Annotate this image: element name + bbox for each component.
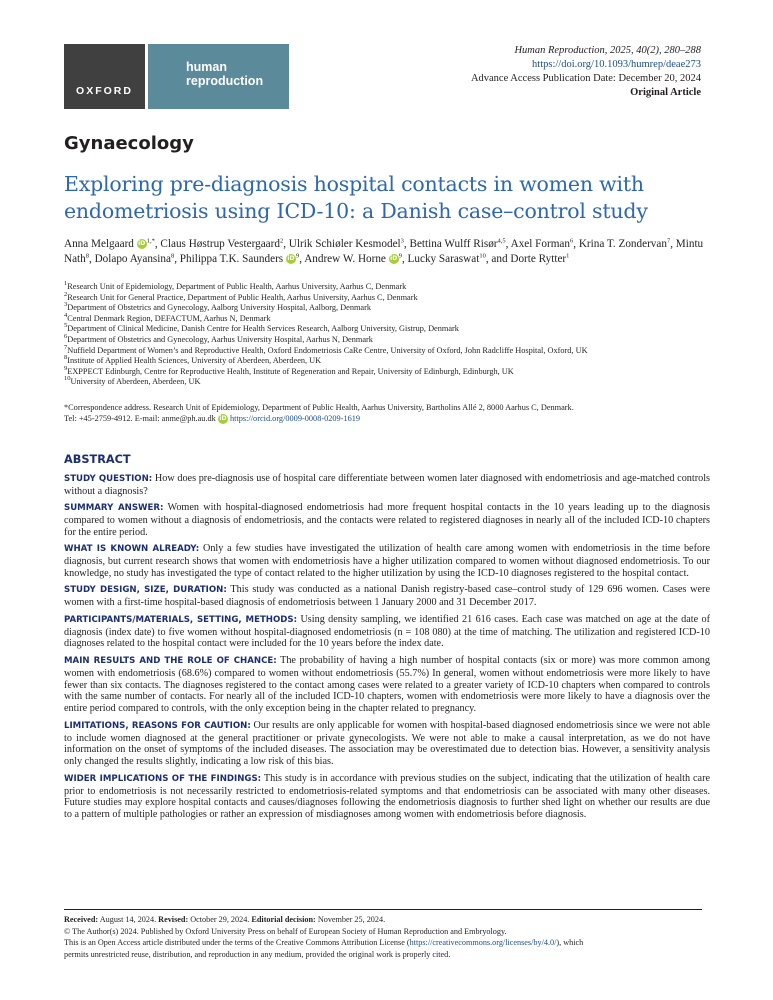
- affiliation-number: 1: [64, 280, 68, 288]
- abstract-section-text: This study was conducted as a national Danish registry-based case–control study of 129 696 women. Cases were women with a first-time hospital-based diagnosis of endometriosis between 1 January 2000 and 31 December 2017.: [64, 584, 710, 609]
- journal-citation: Human Reproduction, 2025, 40(2), 280–288: [514, 45, 701, 56]
- copyright-notice: © The Author(s) 2024. Published by Oxford University Press on behalf of European Society of Human Reproduction and Embryology.: [64, 926, 507, 936]
- abstract-section-text: Using density sampling, we identified 21 616 cases. Each case was matched on age at the date of diagnosis (index date) to five women without hospital-diagnosed endometriosis (n = 108 080) at the time of matching. The utilization and registered ICD-10 diagnoses related to the hospital contact were included for the 10 years before the index date.: [64, 613, 710, 650]
- correspondence-contact: [64, 413, 714, 424]
- correspondence-tel-email: Tel: +45-2759-4912. E-mail: anme@ph.au.dk: [64, 414, 216, 424]
- abstract-section-text: How does pre-diagnosis use of hospital care differentiate between women later diagnosed with endometriosis and age-matched controls without a diagnosis?: [64, 473, 710, 497]
- affiliation-text: Central Denmark Region, DEFACTUM, Aarhus N, Denmark: [67, 313, 271, 323]
- revised-date: October 29, 2024.: [190, 915, 250, 924]
- abstract-section-label: WIDER IMPLICATIONS OF THE FINDINGS:: [64, 773, 262, 784]
- affiliation: [64, 290, 714, 304]
- affiliation: [64, 335, 714, 346]
- abstract-section: [64, 773, 710, 822]
- author: [64, 238, 155, 250]
- affiliation-number: 3: [64, 301, 68, 309]
- author-affiliation-ref: 8: [170, 251, 175, 259]
- author: [510, 253, 569, 265]
- oxford-logo-text: OXFORD: [76, 85, 133, 97]
- abstract-section: [64, 502, 710, 539]
- author-affiliation-ref: 1: [566, 251, 570, 259]
- author-affiliation-ref: 3: [400, 237, 404, 245]
- author-affiliation-ref: 6: [569, 237, 574, 245]
- affiliation: [64, 343, 714, 357]
- affiliation-text: EXPPECT Edinburgh, Centre for Reproductive Health, Institute of Regeneration and Repair, University of Edinburgh, Edinburgh, UK: [67, 366, 514, 376]
- affiliation-list: [64, 282, 714, 388]
- author-affiliation-ref: 7: [666, 237, 671, 245]
- abstract-section: [64, 720, 710, 769]
- author-affiliation-ref: 9: [398, 251, 402, 259]
- abstract-section-label: MAIN RESULTS AND THE ROLE OF CHANCE:: [64, 655, 277, 666]
- affiliation-text: University of Aberdeen, Aberdeen, UK: [70, 377, 201, 387]
- orcid-icon[interactable]: iD: [287, 255, 295, 263]
- affiliation: [64, 364, 714, 378]
- author: [511, 238, 574, 250]
- author-name: Philippa T.K. Saunders: [179, 252, 284, 265]
- doi-link[interactable]: https://doi.org/10.1093/humrep/deae273: [532, 59, 701, 70]
- abstract-section: [64, 614, 710, 651]
- affiliation-number: 5: [64, 322, 68, 330]
- affiliation-number: 7: [64, 343, 68, 351]
- abstract-section: [64, 543, 710, 580]
- author-name: Dolapo Ayansina: [94, 252, 171, 265]
- author-name: Andrew W. Horne: [304, 252, 386, 265]
- author-name: Axel Forman: [510, 238, 570, 250]
- affiliation-number: 9: [64, 364, 68, 372]
- abstract-section-label: STUDY DESIGN, SIZE, DURATION:: [64, 585, 227, 596]
- abstract-section-label: PARTICIPANTS/MATERIALS, SETTING, METHODS:: [64, 614, 298, 625]
- orcid-icon[interactable]: iD: [390, 255, 398, 263]
- abstract-section-text: This study is in accordance with previous studies on the subject, indicating that the utilization of health care prior to endometriosis is not necessarily restricted to endometriosis-related symptoms and that endometriosis can be associated with many other diseases. Future studies may explore hospital contacts and causes/diagnoses following the endometriosis diagnosis to further shed light on whether our results are due to a pattern of multiple pathologies or rather an expression of misdiagnoses among women with endometriosis before diagnosis.: [64, 772, 710, 821]
- journal-logo: [148, 44, 289, 109]
- author: [410, 238, 506, 250]
- author: [289, 238, 404, 250]
- article-type: Original Article: [630, 87, 701, 98]
- license-link[interactable]: https://creativecommons.org/licenses/by/4.0/: [409, 938, 557, 947]
- decision-date: November 25, 2024.: [317, 915, 386, 924]
- abstract-heading: ABSTRACT: [64, 453, 131, 466]
- abstract-section-text: Our results are only applicable for women with hospital-based diagnosed endometriosis since we were not able to include women diagnosed at the general practitioner or private gynecologists. We were not able to make a causal interpretation, as we do not have information on the onset of symptoms of the included diseases. The association may be overestimated due to detection bias. However, a sensitivity analysis only changed the results slightly, indicating a low risk of this bias.: [64, 719, 710, 768]
- affiliation-number: 2: [64, 290, 68, 298]
- abstract-section-label: LIMITATIONS, REASONS FOR CAUTION:: [64, 720, 251, 731]
- license-suffix: ), which: [556, 938, 584, 947]
- affiliation-text: Nuffield Department of Women’s and Reproductive Health, Oxford Endometriosis CaRe Centre, University of Oxford, John Radcliffe Hospital, Oxford, UK: [67, 345, 588, 355]
- journal-logo-line1: human: [186, 60, 227, 74]
- author: [180, 253, 299, 265]
- author-list: Anna Melgaard $iD^{1,*}$, Claus Høstrup Vestergaard$^2$, Ulrik Schiøler Kesmodel$^3$, Bettina Wulff Risør$^{4,5}$, Axel Forman$^6$, Krina T. Zondervan$^7$, Mintu Nath$^8$, Dolapo Ayansina$^8$, Philippa T.K. Saunders $iD^9$, Andrew W. Horne $iD^9$, Lucky Saraswat$^{10}$, and Dorte Rytter$^1$: [64, 237, 704, 265]
- affiliation-text: Department of Clinical Medicine, Danish Centre for Health Services Research, Aalborg University, Gistrup, Denmark: [67, 324, 459, 334]
- affiliation: [64, 314, 714, 325]
- affiliation: [64, 303, 714, 314]
- license-notice-line2: permits unrestricted reuse, distribution, and reproduction in any medium, provided the original work is properly cited.: [64, 949, 451, 959]
- affiliation: [64, 324, 714, 335]
- correspondence: [64, 402, 714, 424]
- received-label: Received:: [64, 915, 99, 924]
- article-header-meta: [401, 44, 701, 100]
- author-name: Anna Melgaard: [64, 238, 134, 250]
- author: [304, 253, 402, 265]
- abstract-section: [64, 655, 710, 716]
- affiliation-text: Research Unit of Epidemiology, Department of Public Health, Aarhus University, Aarhus C, Denmark: [67, 282, 407, 291]
- article-title: Exploring pre-diagnosis hospital contacts in women with endometriosis using ICD-10: a Danish case–control study: [64, 172, 648, 223]
- affiliation-number: 6: [64, 333, 68, 341]
- author-affiliation-ref: 1,*: [146, 237, 155, 245]
- affiliation-text: Institute of Applied Health Sciences, University of Aberdeen, Aberdeen, UK: [67, 356, 322, 366]
- journal-logo-line2: reproduction: [186, 74, 264, 88]
- author: [95, 253, 175, 265]
- affiliation: [64, 377, 714, 388]
- affiliation-text: Research Unit for General Practice, Department of Public Health, Aarhus University, Aarhus C, Denmark: [67, 292, 418, 302]
- author-name: Lucky Saraswat: [407, 252, 480, 265]
- author-affiliation-ref: 9: [295, 251, 300, 259]
- abstract-section-text: The probability of having a high number of hospital contacts (six or more) was more common among women with endometriosis (68.6%) compared to women without endometriosis (55.7%) In general, women without endometriosis were more likely to have fewer than six contacts. The diagnoses registered to the contact among cases were related to a greater variety of ICD-10 chapters when compared to controls with the same number of contacts. For nearly all of the included ICD-10 chapters, women with endometriosis were more likely to have a diagnosis over the entire period compared to controls, with the only exception being in the chapter related to pregnancy.: [64, 654, 710, 715]
- affiliation: [64, 282, 714, 293]
- author-name: Dorte Rytter: [510, 252, 567, 265]
- author: [160, 238, 283, 250]
- orcid-icon: iD: [219, 415, 227, 423]
- received-date: August 14, 2024.: [99, 915, 157, 924]
- oxford-logo: [64, 44, 145, 109]
- author-name: Ulrik Schiøler Kesmodel: [288, 238, 401, 250]
- affiliation-number: 4: [64, 312, 68, 320]
- revised-label: Revised:: [158, 915, 189, 924]
- author-name: Claus Høstrup Vestergaard: [160, 238, 280, 250]
- correspondence-address: *Correspondence address. Research Unit of Epidemiology, Department of Public Health, Aarhus University, Bartholins Allé 2, 8000 Aarhus C, Denmark.: [64, 403, 574, 412]
- author: [579, 238, 670, 250]
- author-name: Mintu Nath: [64, 238, 704, 265]
- author-affiliation-ref: 4,5: [497, 237, 506, 245]
- author-affiliation-ref: 2: [279, 237, 284, 245]
- author: [408, 253, 486, 265]
- abstract-section-label: WHAT IS KNOWN ALREADY:: [64, 544, 200, 555]
- abstract-section-label: STUDY QUESTION:: [64, 474, 153, 484]
- abstract-section-text: Only a few studies have investigated the utilization of health care among women with endometriosis in the time before diagnosis, but current research shows that women with endometriosis have a higher utilization compared to women without diagnosed endometriosis. To our knowledge, no study has investigated the type of contact related to the higher utilization by using the ICD-10 diagnoses registered to the hospital contact.: [64, 543, 710, 580]
- affiliation-text: Department of Obstetrics and Gynecology, Aarhus University Hospital, Aarhus N, Denmark: [67, 334, 373, 344]
- author-affiliation-ref: 8: [85, 251, 89, 259]
- abstract-section: [64, 584, 710, 609]
- author-affiliation-ref: 10: [479, 251, 486, 259]
- subject-section: Gynaecology: [64, 133, 194, 154]
- decision-label: Editorial decision:: [251, 915, 316, 924]
- license-prefix: This is an Open Access article distributed under the terms of the Creative Commons Attribution License (: [64, 938, 410, 947]
- publication-footer: [64, 914, 714, 960]
- abstract-body: [64, 473, 710, 826]
- abstract-section-text: Women with hospital-diagnosed endometriosis had more frequent hospital contacts in the 10 years leading up to the diagnosis compared to women without a diagnosis of endometriosis, and the contacts were related to registered diagnoses in nearly all of the included ICD-10 chapters for the entire period.: [64, 502, 710, 539]
- footer-divider: [64, 909, 702, 910]
- affiliation-text: Department of Obstetrics and Gynecology, Aalborg University Hospital, Aalborg, Denmark: [67, 303, 372, 313]
- affiliation-number: 8: [64, 354, 68, 362]
- abstract-section-label: SUMMARY ANSWER:: [64, 503, 164, 514]
- author-name: Bettina Wulff Risør: [409, 238, 498, 250]
- orcid-link[interactable]: https://orcid.org/0009-0008-0209-1619: [230, 414, 361, 424]
- abstract-section: [64, 473, 710, 498]
- license-notice: [64, 937, 714, 949]
- advance-access-date: Advance Access Publication Date: December 20, 2024: [470, 73, 701, 84]
- orcid-icon[interactable]: iD: [138, 240, 146, 248]
- author-name: Krina T. Zondervan: [578, 238, 667, 250]
- publication-dates: [64, 914, 714, 926]
- affiliation-number: 10: [64, 375, 71, 383]
- affiliation: [64, 356, 714, 367]
